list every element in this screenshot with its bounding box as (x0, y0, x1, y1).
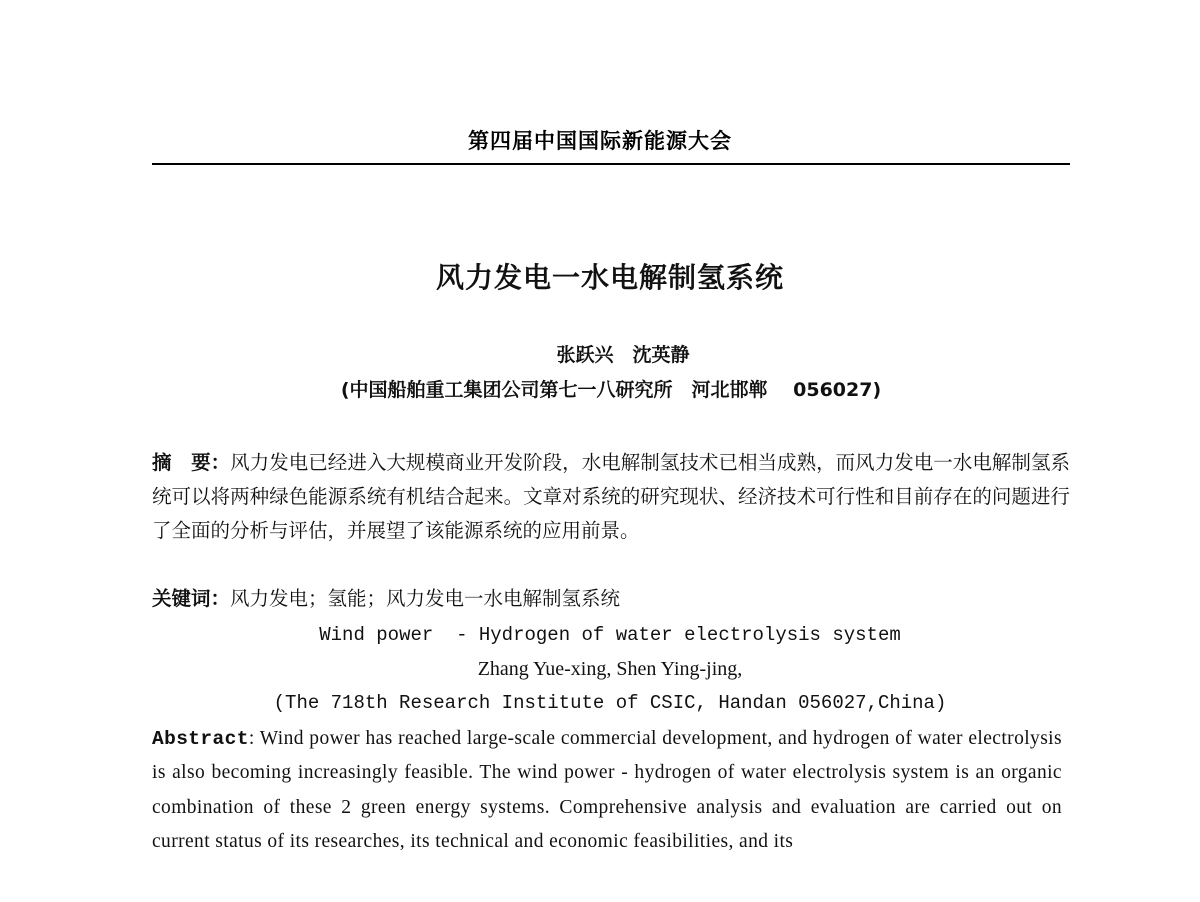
abstract-en (152, 722, 1062, 860)
running-header: 第四届中国国际新能源大会 (468, 129, 732, 153)
abstract-cn-label: 摘 要： (152, 451, 231, 474)
header-rule (152, 163, 1070, 165)
affiliation-cn: (中国船舶重工集团公司第七一八研究所 河北邯郸 056027) (340, 379, 882, 401)
abstract-en-label: Abstract (152, 728, 249, 750)
affiliation-en: (The 718th Research Institute of CSIC, Handan 056027,China) (273, 692, 947, 714)
abstract-en-text: : Wind power has reached large-scale commercial development, and hydrogen of water electrolysis is also becoming increasingly feasible. The wind power - hydrogen of water electrolysis system is an organic combination of these 2 green energy systems. Comprehensive analysis and evaluation are carried out on current status of its researches, its technical and economic feasibilities, and its (152, 728, 1062, 853)
keywords-cn (152, 582, 1070, 616)
authors-en: Zhang Yue-xing, Shen Ying-jing, (477, 658, 743, 680)
paper-title-en: Wind power - Hydrogen of water electrolysis system (319, 624, 901, 646)
keywords-cn-label: 关键词： (152, 587, 231, 610)
abstract-cn (152, 446, 1070, 548)
abstract-cn-text: 风力发电已经进入大规模商业开发阶段，水电解制氢技术已相当成熟，而风力发电一水电解制氢系统可以将两种绿色能源系统有机结合起来。文章对系统的研究现状、经济技术可行性和目前存在的问题进行了全面的分析与评估，并展望了该能源系统的应用前景。 (152, 451, 1070, 542)
authors-cn: 张跃兴 沈英静 (556, 344, 690, 366)
keywords-cn-text: 风力发电；氢能；风力发电一水电解制氢系统 (230, 587, 621, 610)
paper-title-cn: 风力发电一水电解制氢系统 (435, 261, 784, 294)
